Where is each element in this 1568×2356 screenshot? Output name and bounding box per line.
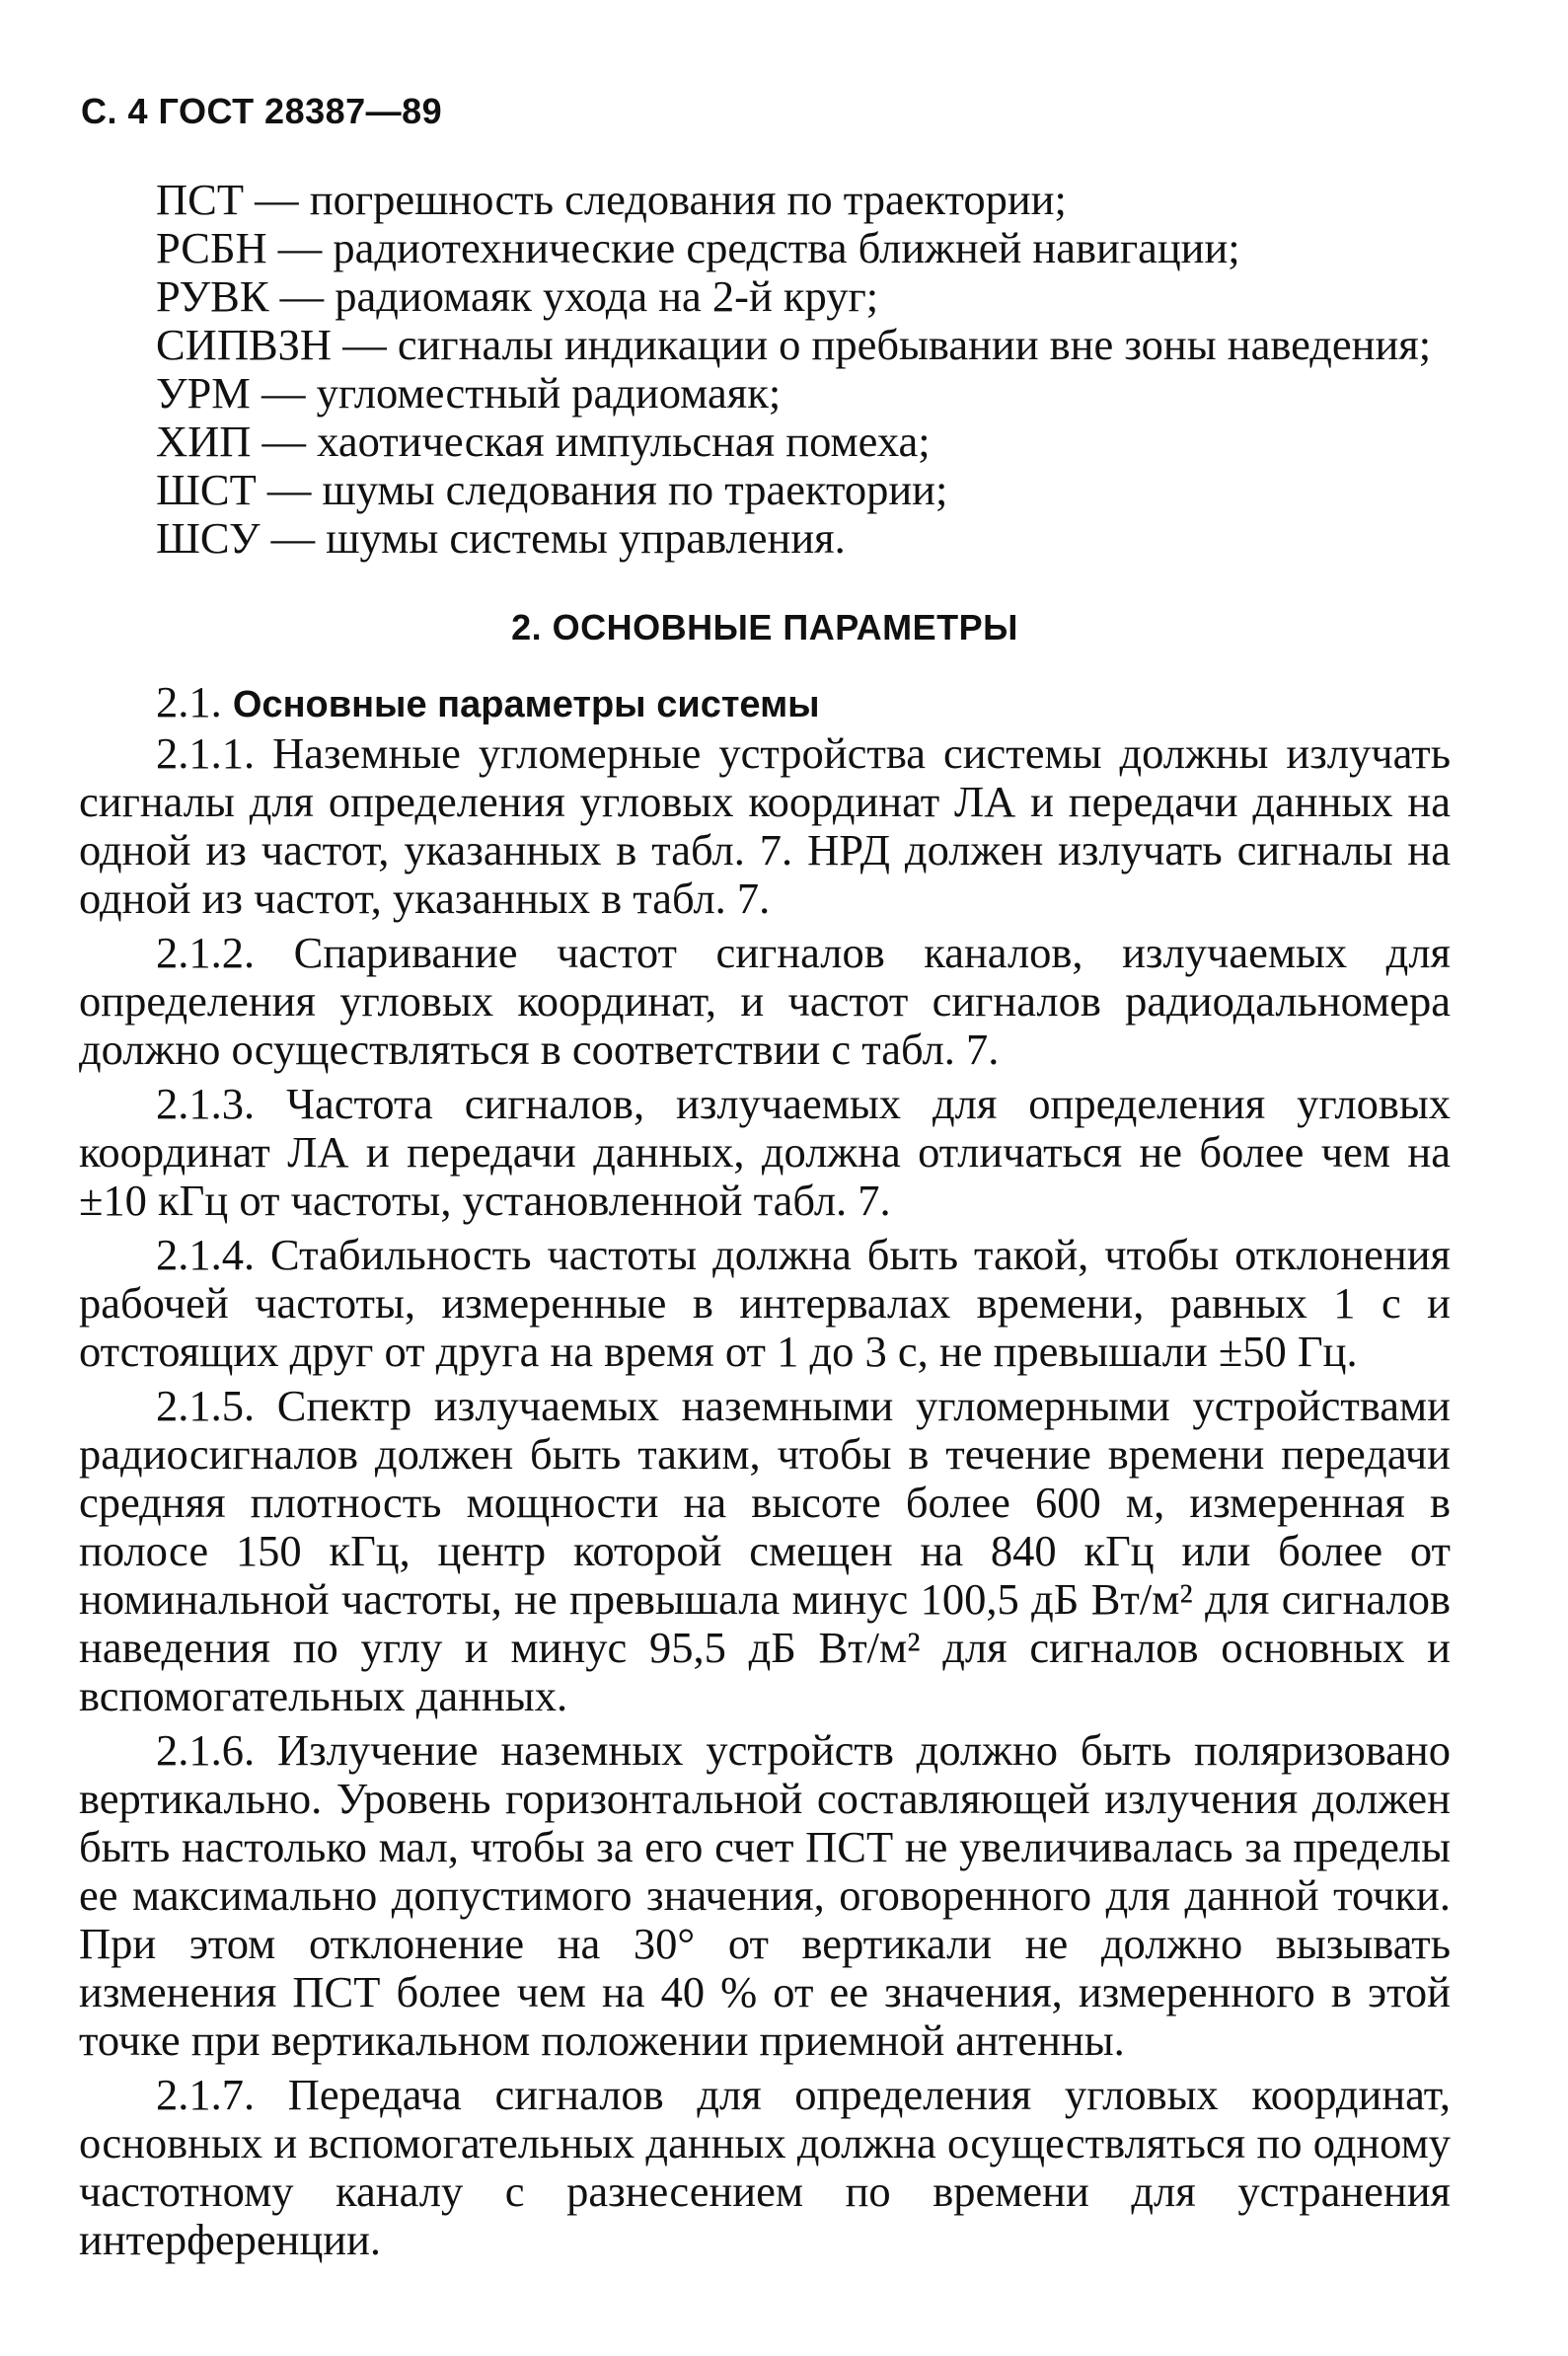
section-title: 2. ОСНОВНЫЕ ПАРАМЕТРЫ (511, 607, 1018, 647)
paragraph-2-1-3: 2.1.3. Частота сигналов, излучаемых для определения угловых координат ЛА и передачи данных, должна отличаться не более чем на ±10 кГц от частоты, установленной табл. 7. (79, 1079, 1451, 1225)
paragraph-2-1-4: 2.1.4. Стабильность частоты должна быть такой, чтобы отклонения рабочей частоты, измеренные в интервалах времени, равных 1 с и отстоящих друг от друга на время от 1 до 3 с, не превышали ±50 Гц. (79, 1230, 1451, 1376)
abbreviation-item: ШСУ — шумы системы управления. (156, 513, 846, 563)
abbreviation-item: РУВК — радиомаяк ухода на 2-й круг; (156, 271, 879, 321)
subsection-heading (79, 678, 1451, 729)
abbreviation-item: УРМ — угломестный радиомаяк; (156, 368, 782, 418)
abbreviation-item: ПСТ — погрешность следования по траектории; (156, 175, 1067, 224)
abbreviation-item: ХИП — хаотическая импульсная помеха; (156, 417, 931, 466)
paragraph-2-1-6: 2.1.6. Излучение наземных устройств должно быть поляризовано вертикально. Уровень горизонтальной составляющей излучения должен быть настолько мал, чтобы за его счет ПСТ не увеличивалась за пределы ее максимально допустимого значения, оговоренного для данной точки. При этом отклонение на 30° от вертикали не должно вызывать изменения ПСТ более чем на 40 % от ее значения, измеренного в этой точке при вертикальном положении приемной антенны. (79, 1725, 1451, 2065)
paragraph-2-1-2: 2.1.2. Спаривание частот сигналов каналов, излучаемых для определения угловых координат, и частот сигналов радиодальномера должно осуществляться в соответствии с табл. 7. (79, 928, 1451, 1074)
subsection-title: Основные параметры системы (232, 684, 820, 725)
abbreviation-list (79, 176, 1451, 563)
document-body (79, 176, 1451, 2264)
paragraph-2-1-1: 2.1.1. Наземные угломерные устройства системы должны излучать сигналы для определения угловых координат ЛА и передачи данных на одной из частот, указанных в табл. 7. НРД должен излучать сигналы на одной из частот, указанных в табл. 7. (79, 728, 1451, 923)
paragraph-2-1-5: 2.1.5. Спектр излучаемых наземными угломерными устройствами радиосигналов должен быть таким, чтобы в течение времени передачи средняя плотность мощности на высоте более 600 м, измеренная в полосе 150 кГц, центр которой смещен на 840 кГц или более от номинальной частоты, не превышала минус 100,5 дБ Вт/м² для сигналов наведения по углу и минус 95,5 дБ Вт/м² для сигналов основных и вспомогательных данных. (79, 1381, 1451, 1720)
abbreviation-item: СИПВЗН — сигналы индикации о пребывании вне зоны наведения; (156, 320, 1432, 369)
abbreviation-item: ШСТ — шумы следования по траектории; (156, 465, 948, 514)
page-header: С. 4 ГОСТ 28387—89 (81, 91, 443, 131)
paragraph-2-1-7: 2.1.7. Передача сигналов для определения угловых координат, основных и вспомогательных данных должна осуществляться по одному частотному каналу с разнесением по времени для устранения интерференции. (79, 2070, 1451, 2264)
abbreviation-item: РСБН — радиотехнические средства ближней навигации; (156, 223, 1240, 272)
subsection-number: 2.1. (156, 677, 222, 726)
